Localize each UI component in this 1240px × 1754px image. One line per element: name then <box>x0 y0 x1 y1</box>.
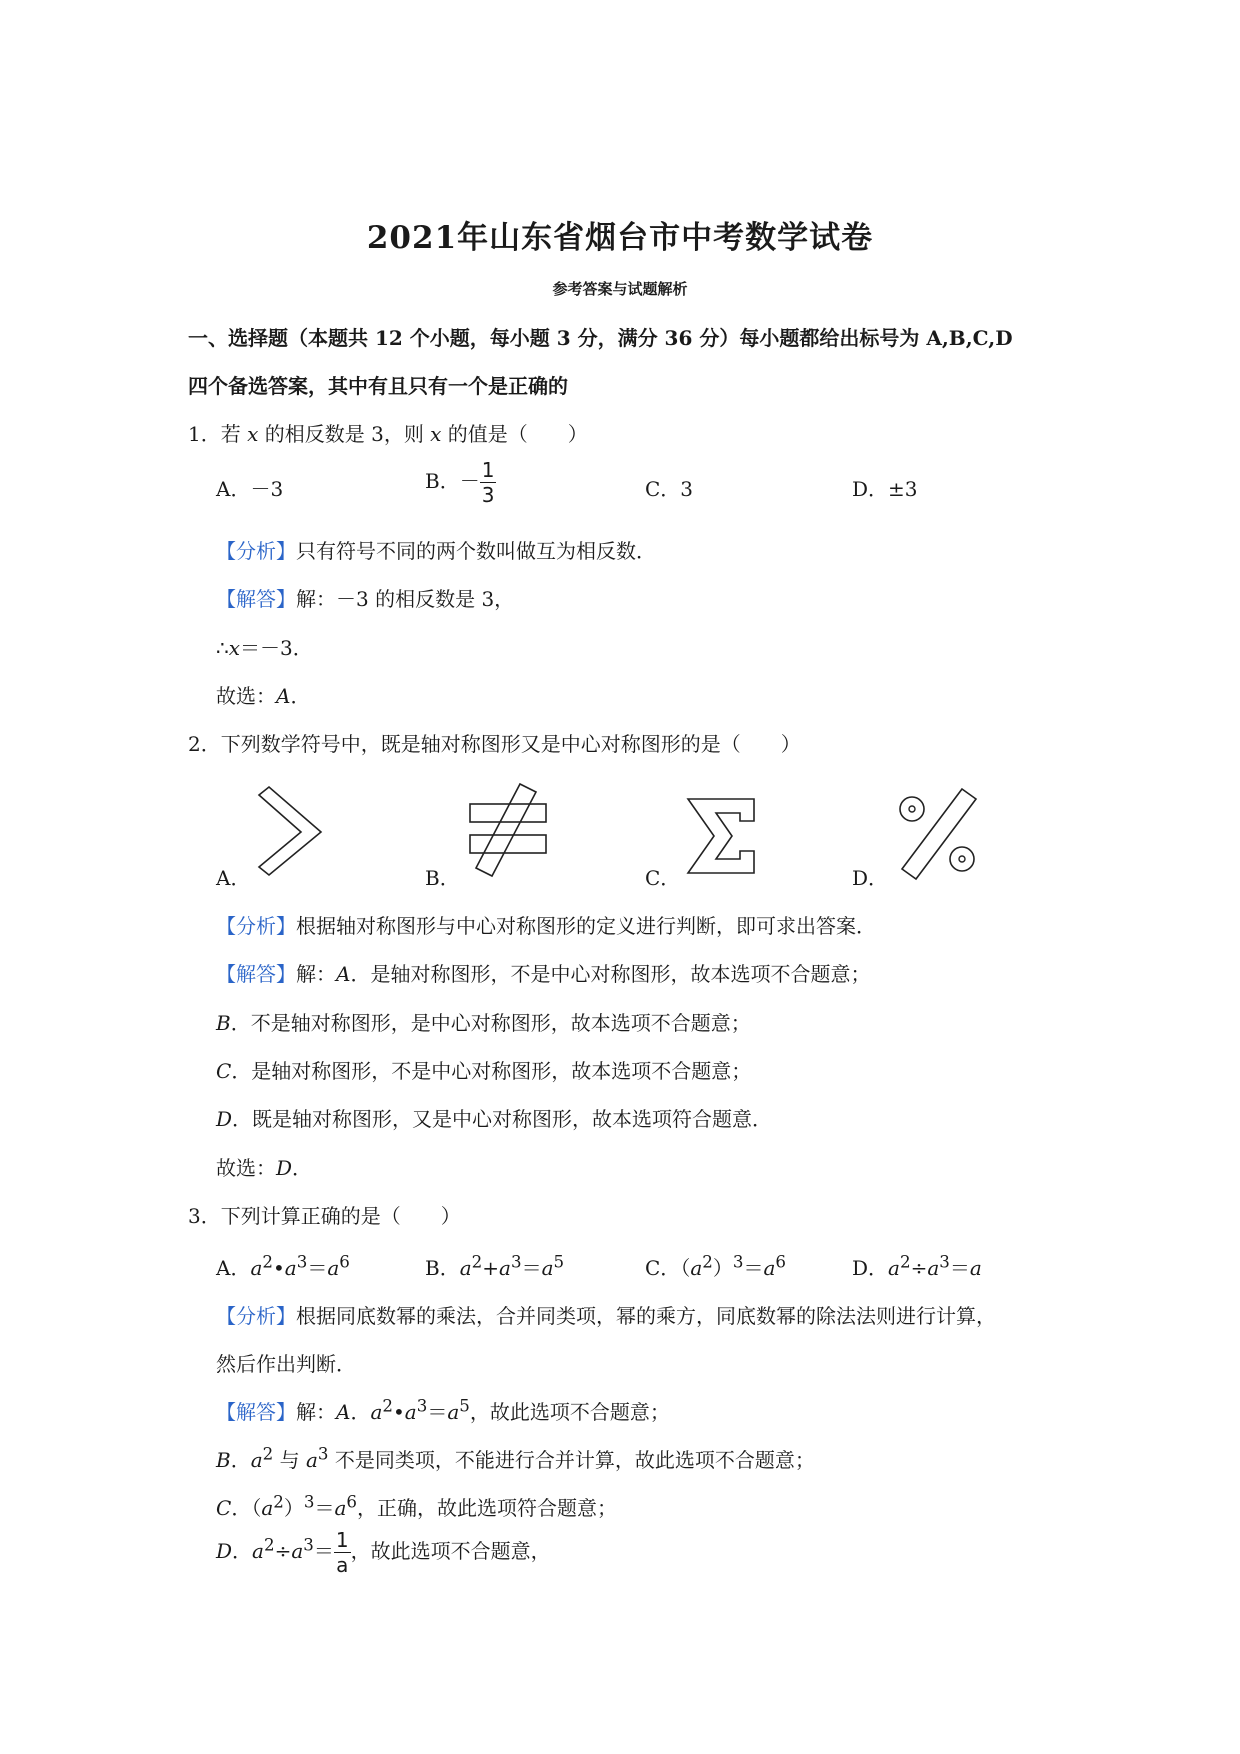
exponent: 2 <box>899 1252 911 1272</box>
var-a: a <box>291 1539 304 1563</box>
q2-answer-c-text: ．是轴对称图形，不是中心对称图形，故本选项不合题意； <box>231 1059 752 1083</box>
q1-therefore <box>216 632 313 661</box>
q1-var: x <box>430 422 442 446</box>
fraction-denominator: 3 <box>481 483 495 507</box>
q3-answer-d-fraction <box>334 1530 351 1575</box>
q1-option-d: D．±3 <box>852 477 918 501</box>
operator: + <box>482 1256 500 1280</box>
period: ． <box>232 1539 253 1563</box>
exponent: 3 <box>416 1396 428 1416</box>
paren: （ <box>680 1256 691 1280</box>
q3-analysis-line-2: 然后作出判断． <box>216 1352 356 1376</box>
var-a: a <box>250 1448 263 1472</box>
var-a: a <box>327 1256 340 1280</box>
percent-symbol-icon <box>888 785 988 883</box>
q1-answer-text: 解：－3 的相反数是 3， <box>296 587 515 611</box>
q2-stem: 2．下列数学符号中，既是轴对称图形又是中心对称图形的是（ ） <box>188 732 801 756</box>
q2-answer-d <box>216 1103 772 1132</box>
operator: • <box>393 1400 405 1424</box>
q3-answer-c-text: ，正确，故此选项符合题意； <box>357 1496 618 1520</box>
exponent: 3 <box>303 1492 315 1512</box>
q3-analysis-line-1 <box>216 1300 996 1329</box>
q1-stem-part: 的值是（ ） <box>441 422 588 446</box>
q3-option-b <box>425 1252 564 1281</box>
exponent: 2 <box>262 1444 274 1464</box>
operator: ÷ <box>910 1256 928 1280</box>
q1-option-c: C．3 <box>645 477 694 501</box>
operator: ＝ <box>427 1400 448 1424</box>
q3-answer-a-text: ，故此选项不合题意； <box>469 1400 670 1424</box>
q2-analysis-text: 根据轴对称图形与中心对称图形的定义进行判断，即可求出答案． <box>296 914 876 938</box>
q1-analysis-text: 只有符号不同的两个数叫做互为相反数． <box>296 539 656 563</box>
exponent: 2 <box>273 1492 284 1512</box>
period: ． <box>290 684 311 708</box>
fraction-denominator: a <box>336 1553 349 1577</box>
page-title: 2021年山东省烟台市中考数学试卷 <box>366 220 874 256</box>
choice-prefix: 故选： <box>216 1156 276 1180</box>
exponent: 2 <box>263 1535 275 1555</box>
option-label: D． <box>852 1256 889 1280</box>
q3-answer-b-text: 不是同类项，不能进行合并计算，故此选项不合题意； <box>328 1448 815 1472</box>
answer-tag: 【解答】 <box>216 1400 296 1424</box>
var-a: a <box>541 1256 554 1280</box>
q3-answer-d-text: ，故此选项不合题意， <box>350 1539 551 1563</box>
operator: ＝ <box>949 1256 970 1280</box>
var-a: a <box>459 1256 472 1280</box>
operator: ＝ <box>521 1256 542 1280</box>
q1-stem-part: 1．若 <box>188 422 248 446</box>
exponent: 2 <box>702 1252 713 1272</box>
exponent: 2 <box>382 1396 393 1416</box>
q1-option-b-fraction <box>480 460 497 505</box>
var-a: a <box>250 1256 263 1280</box>
answer-prefix: 解： <box>296 1400 336 1424</box>
answer-prefix: 解： <box>296 962 336 986</box>
q3-option-d <box>852 1252 982 1281</box>
q1-choice <box>216 680 310 709</box>
q2-answer-d-text: ．既是轴对称图形，又是中心对称图形，故本选项符合题意． <box>232 1107 773 1131</box>
q1-option-a: A．－3 <box>216 477 284 501</box>
analysis-tag: 【分析】 <box>216 914 296 938</box>
paren: ） <box>283 1496 304 1520</box>
var-a: a <box>305 1448 318 1472</box>
q2-answer-b <box>216 1007 751 1036</box>
q3-answer-d <box>216 1530 551 1575</box>
q2-answer-a-text: ．是轴对称图形，不是中心对称图形，故本选项不合题意； <box>350 962 871 986</box>
answer-tag: 【解答】 <box>216 962 296 986</box>
operator: • <box>273 1256 285 1280</box>
option-letter: D <box>216 1107 233 1131</box>
var-a: a <box>252 1539 264 1563</box>
q1-analysis <box>216 535 656 564</box>
exponent: 6 <box>339 1252 350 1272</box>
var-a: a <box>404 1400 417 1424</box>
q3-analysis-text: 根据同底数幂的乘法，合并同类项，幂的乘方，同底数幂的除法法则进行计算， <box>296 1304 996 1328</box>
operator: ÷ <box>274 1539 292 1563</box>
exponent: 5 <box>553 1252 565 1272</box>
var-a: a <box>690 1256 703 1280</box>
q1-option-b <box>425 460 496 505</box>
var-a: a <box>499 1256 511 1280</box>
q1-var: x <box>247 422 259 446</box>
page-subtitle: 参考答案与试题解析 <box>552 280 688 298</box>
q2-option-a-label: A． <box>216 866 251 890</box>
analysis-tag: 【分析】 <box>216 1304 296 1328</box>
option-letter: D <box>216 1539 233 1563</box>
exponent: 2 <box>471 1252 483 1272</box>
q2-choice-letter: D <box>276 1156 293 1180</box>
exponent: 5 <box>459 1396 470 1416</box>
paren: ） <box>712 1256 733 1280</box>
option-letter: B <box>216 1448 231 1472</box>
q1-answer <box>216 583 514 612</box>
option-letter: A <box>336 962 351 986</box>
q1-choice-letter: A <box>276 684 291 708</box>
period: ． <box>292 1156 313 1180</box>
q3-answer-c <box>216 1492 617 1521</box>
option-label: A． <box>216 1256 251 1280</box>
answer-tag: 【解答】 <box>216 587 296 611</box>
q3-option-c <box>645 1252 786 1281</box>
var-a: a <box>927 1256 940 1280</box>
option-letter: B <box>216 1011 231 1035</box>
var-a: a <box>447 1400 460 1424</box>
option-letter: C <box>216 1496 232 1520</box>
q1-var: x <box>228 636 241 660</box>
var-a: a <box>284 1256 297 1280</box>
q2-choice <box>216 1152 312 1181</box>
var-a: a <box>888 1256 900 1280</box>
paren: （ <box>251 1496 262 1520</box>
exponent: 6 <box>346 1492 358 1512</box>
exponent: 3 <box>732 1252 744 1272</box>
fraction-numerator: 1 <box>335 1528 349 1552</box>
operator: ＝ <box>314 1496 335 1520</box>
period: ． <box>230 1448 251 1472</box>
exponent: 3 <box>939 1252 950 1272</box>
option-letter: A <box>336 1400 351 1424</box>
section-heading-line-2: 四个备选答案，其中有且只有一个是正确的 <box>188 374 568 398</box>
q2-analysis <box>216 910 876 939</box>
q1-stem <box>188 418 588 447</box>
q1-option-b-label: B．－ <box>425 469 480 493</box>
var-a: a <box>334 1496 347 1520</box>
choice-prefix: 故选： <box>216 684 276 708</box>
q1-stem-part: 的相反数是 3，则 <box>258 422 431 446</box>
exponent: 6 <box>775 1252 787 1272</box>
q2-option-b-label: B． <box>425 866 460 890</box>
therefore-symbol: ∴ <box>216 636 229 660</box>
option-label: B． <box>425 1256 460 1280</box>
exponent: 2 <box>262 1252 273 1272</box>
period: ． <box>231 1496 252 1520</box>
q2-option-d-label: D． <box>852 866 889 890</box>
greater-than-symbol-icon <box>255 785 327 877</box>
operator: ＝ <box>313 1539 334 1563</box>
analysis-tag: 【分析】 <box>216 539 296 563</box>
operator: ＝ <box>307 1256 328 1280</box>
q3-stem: 3．下列计算正确的是（ ） <box>188 1204 461 1228</box>
exponent: 3 <box>510 1252 522 1272</box>
q2-answer-b-text: ．不是轴对称图形，是中心对称图形，故本选项不合题意； <box>230 1011 751 1035</box>
exponent: 3 <box>317 1444 329 1464</box>
exponent: 3 <box>296 1252 308 1272</box>
q3-answer-b-mid: 与 <box>273 1448 306 1472</box>
fraction-numerator: 1 <box>481 458 495 482</box>
sigma-symbol-icon <box>684 795 764 877</box>
q3-option-a <box>216 1252 350 1281</box>
period: ． <box>350 1400 371 1424</box>
var-a: a <box>763 1256 776 1280</box>
exponent: 3 <box>303 1535 314 1555</box>
q1-therefore-text: ＝－3． <box>240 636 313 660</box>
q2-answer-a <box>216 958 870 987</box>
var-a: a <box>969 1256 982 1280</box>
q2-option-c-label: C． <box>645 866 681 890</box>
q3-answer-a <box>216 1396 670 1425</box>
option-letter: C <box>216 1059 232 1083</box>
section-heading-line-1: 一、选择题（本题共 12 个小题，每小题 3 分，满分 36 分）每小题都给出标号为 A,B,C,D <box>188 326 1013 350</box>
q3-answer-b <box>216 1444 815 1473</box>
var-a: a <box>261 1496 274 1520</box>
option-label: C． <box>645 1256 681 1280</box>
operator: ＝ <box>743 1256 764 1280</box>
var-a: a <box>370 1400 383 1424</box>
q2-answer-c <box>216 1055 751 1084</box>
not-equal-symbol-icon <box>462 780 552 880</box>
